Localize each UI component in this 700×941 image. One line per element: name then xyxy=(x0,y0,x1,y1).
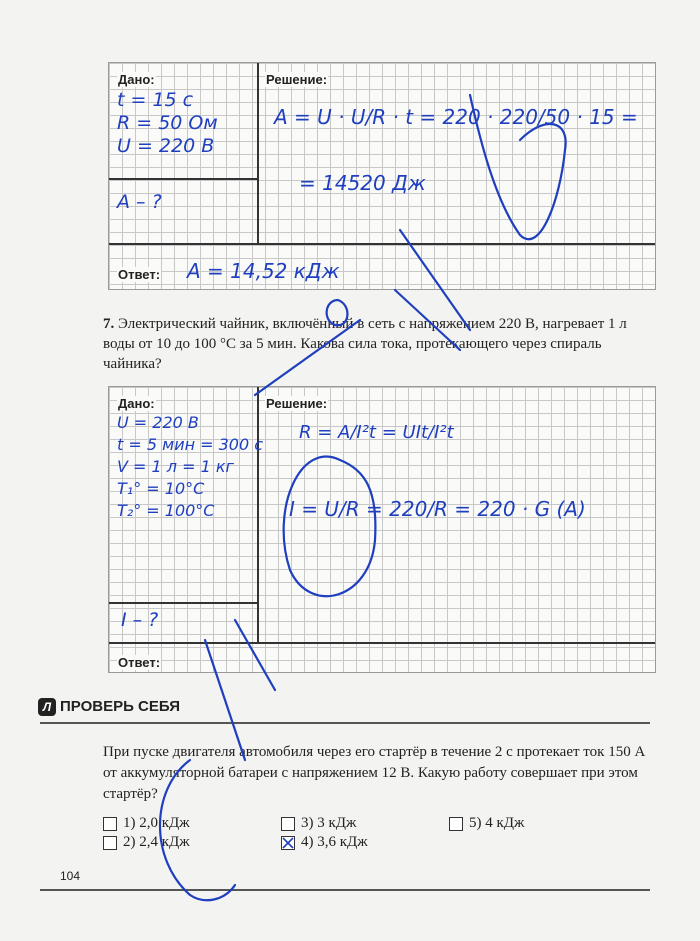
option-3-checkbox[interactable] xyxy=(281,817,295,831)
footer-rule xyxy=(40,889,650,891)
task6-given-resistance: R = 50 Ом xyxy=(117,112,218,134)
task7-find: I – ? xyxy=(121,609,159,631)
check-question: При пуске двигателя автомобиля через его стартёр в течение 2 с протекает ток 150 А от аккумуляторной батареи с напряжением 12 В. Какую работу совершает при этом стартёр? xyxy=(103,744,646,802)
task6-answer-divider xyxy=(109,243,655,245)
task7-given-label: Дано: xyxy=(118,396,155,411)
option-5-checkbox[interactable] xyxy=(449,817,463,831)
task7-number: 7. xyxy=(103,316,115,332)
task6-answer: A = 14,52 кДж xyxy=(187,259,340,283)
task6-worksheet xyxy=(108,62,656,290)
task7-solution-line1: R = A/I²t = UIt/I²t xyxy=(299,422,454,443)
option-3-label: 3) 3 кДж xyxy=(301,815,357,831)
option-4[interactable] xyxy=(281,834,368,851)
task7-given-voltage: U = 220 В xyxy=(117,413,199,432)
check-section-rule xyxy=(40,722,650,724)
task7-statement xyxy=(103,314,658,374)
task7-given-temp2: T₂° = 100°C xyxy=(117,501,215,520)
task6-solution-line2: = 14520 Дж xyxy=(299,171,426,195)
task7-given-temp1: T₁° = 10°C xyxy=(117,479,205,498)
task6-solution-line1: A = U · U/R · t = 220 · 220/50 · 15 = xyxy=(274,105,638,129)
page-number: 104 xyxy=(60,869,81,883)
task7-solution-label: Решение: xyxy=(266,396,328,411)
option-4-label: 4) 3,6 кДж xyxy=(301,834,368,850)
task7-given-volume: V = 1 л = 1 кг xyxy=(117,457,234,476)
task7-worksheet xyxy=(108,386,656,673)
option-1-checkbox[interactable] xyxy=(103,817,117,831)
task7-answer-label: Ответ: xyxy=(118,655,161,670)
option-2-checkbox[interactable] xyxy=(103,836,117,850)
task6-answer-label: Ответ: xyxy=(118,267,161,282)
task6-solution-label: Решение: xyxy=(266,72,328,87)
check-section-title: ПРОВЕРЬ СЕБЯ xyxy=(60,698,181,715)
task7-solution-line2: I = U/R = 220/R = 220 · G (A) xyxy=(289,497,586,521)
task6-divider-vertical xyxy=(257,63,259,243)
option-1-label: 1) 2,0 кДж xyxy=(123,815,190,831)
task6-given-divider xyxy=(109,178,258,180)
task6-given-voltage: U = 220 В xyxy=(117,135,215,157)
task6-given-label: Дано: xyxy=(118,72,155,87)
task7-text: Электрический чайник, включённый в сеть с напряжением 220 В, нагревает 1 л воды от 10 до 100 °С за 5 мин. Какова сила тока, протекающего через спираль чайника? xyxy=(103,316,627,372)
task7-divider-vertical xyxy=(257,387,259,642)
check-section-icon: Л xyxy=(38,698,56,716)
task6-given-time: t = 15 c xyxy=(117,89,194,111)
option-2-label: 2) 2,4 кДж xyxy=(123,834,190,850)
checkmark-cross-icon xyxy=(282,837,294,849)
option-5[interactable] xyxy=(449,815,524,832)
task7-given-time: t = 5 мин = 300 с xyxy=(117,435,264,454)
option-1[interactable] xyxy=(103,815,190,832)
task6-find: A – ? xyxy=(117,191,162,213)
option-4-checkbox[interactable] xyxy=(281,836,295,850)
task7-given-divider xyxy=(109,602,258,604)
option-3[interactable] xyxy=(281,815,356,832)
task7-answer-divider xyxy=(109,642,655,644)
option-5-label: 5) 4 кДж xyxy=(469,815,525,831)
option-2[interactable] xyxy=(103,834,190,851)
